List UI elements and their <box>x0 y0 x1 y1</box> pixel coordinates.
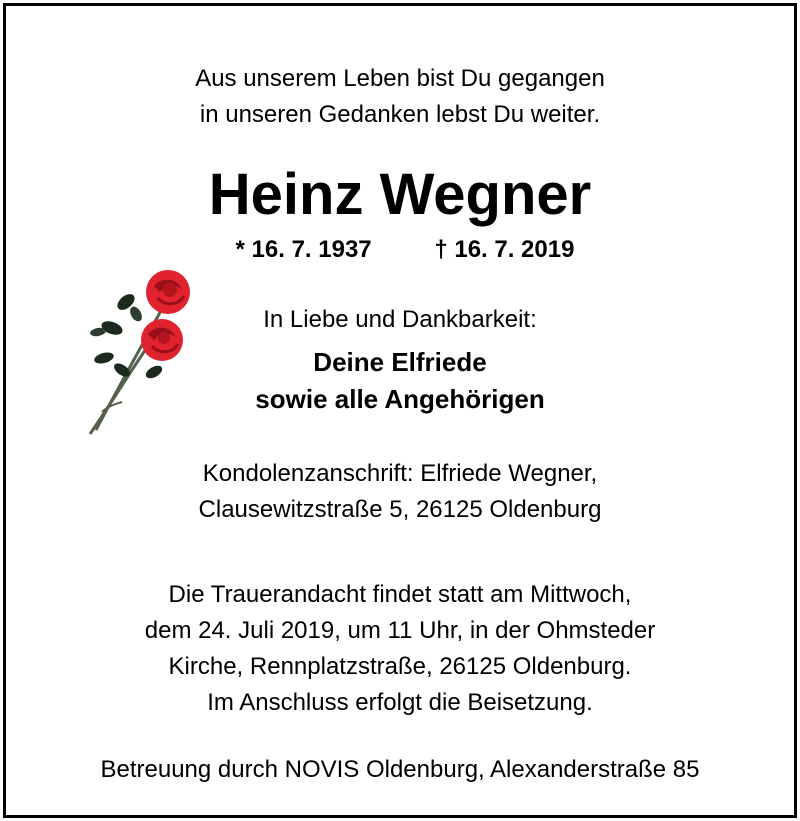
deceased-name: Heinz Wegner <box>208 162 592 227</box>
verse-line-2: in unseren Gedanken lebst Du weiter. <box>199 101 601 128</box>
gratitude-line: In Liebe und Dankbarkeit: <box>263 306 537 333</box>
death-date: † 16. 7. 2019 <box>434 236 575 263</box>
verse-line-1: Aus unserem Leben bist Du gegangen <box>195 65 605 92</box>
service-line-2: dem 24. Juli 2019, um 11 Uhr, in der Ohmsteder <box>144 617 656 644</box>
funeral-home-footer: Betreuung durch NOVIS Oldenburg, Alexanderstraße 85 <box>100 756 700 783</box>
mourners-line-1: Deine Elfriede <box>313 347 487 377</box>
service-line-4: Im Anschluss erfolgt die Beisetzung. <box>207 689 593 716</box>
service-line-3: Kirche, Rennplatzstraße, 26125 Oldenburg. <box>168 653 632 680</box>
service-line-1: Die Trauerandacht findet statt am Mittwoch, <box>168 581 632 608</box>
condolence-line-1: Kondolenzanschrift: Elfriede Wegner, <box>202 460 598 487</box>
birth-date: * 16. 7. 1937 <box>235 236 372 263</box>
condolence-line-2: Clausewitzstraße 5, 26125 Oldenburg <box>198 496 602 523</box>
mourners-line-2: sowie alle Angehörigen <box>255 384 545 414</box>
